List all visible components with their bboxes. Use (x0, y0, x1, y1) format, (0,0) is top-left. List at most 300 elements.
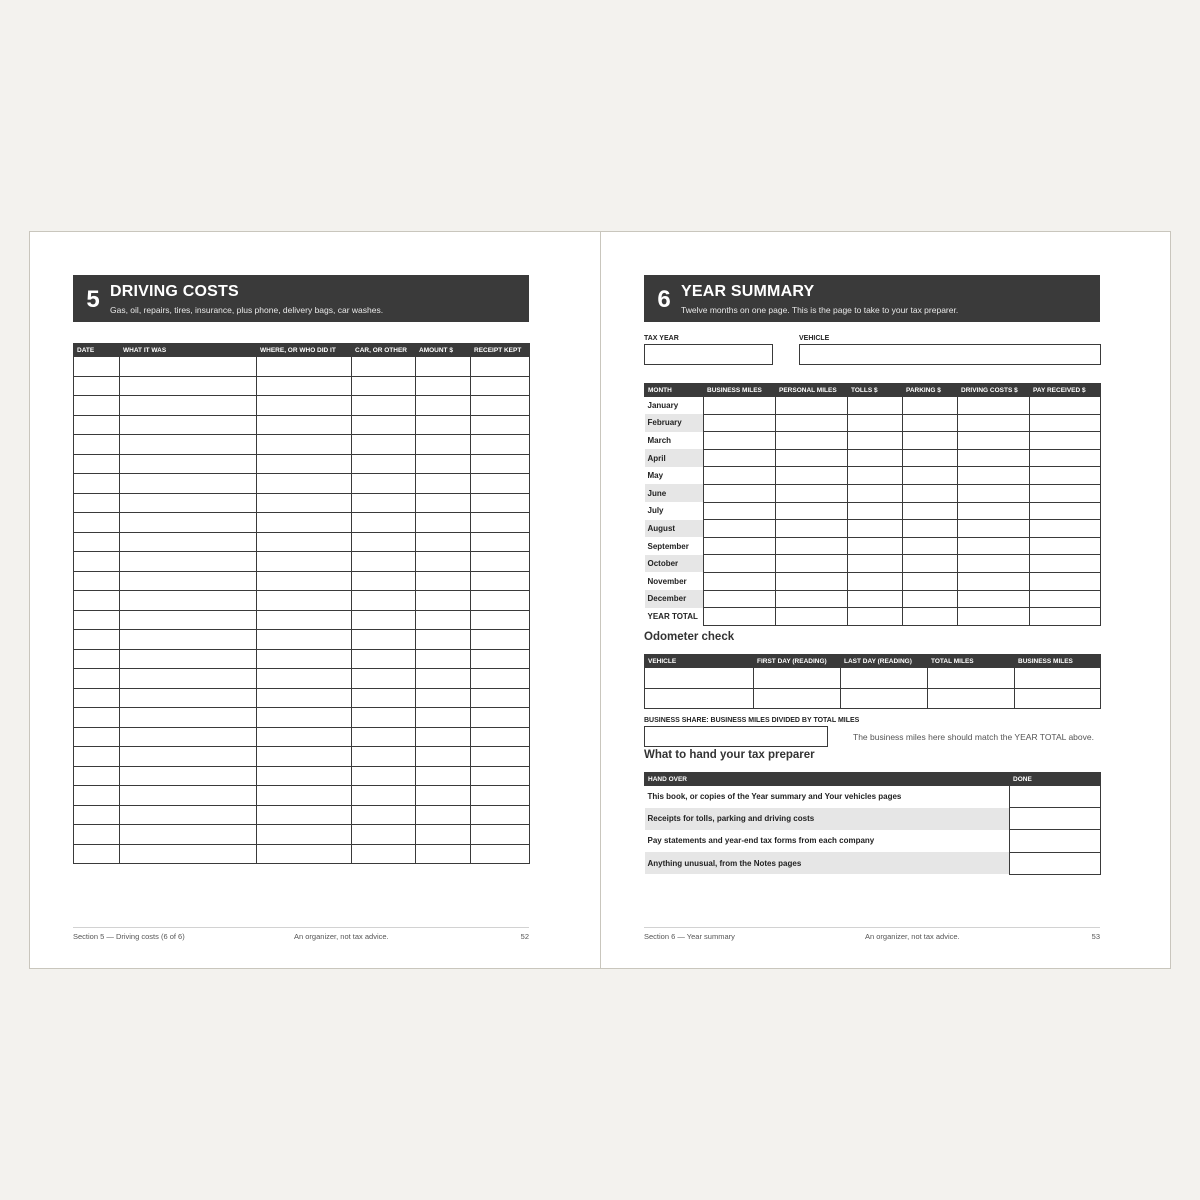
amount-cell[interactable] (416, 727, 471, 747)
month-label: September (645, 537, 704, 555)
tolls-cell[interactable] (848, 397, 903, 415)
driving-costs-cell[interactable] (958, 555, 1030, 573)
tolls-cell[interactable] (848, 484, 903, 502)
amount-cell[interactable] (416, 591, 471, 611)
what-it-was-cell[interactable] (120, 844, 257, 864)
month-row (645, 555, 1101, 573)
column-header-pay-received: PAY RECEIVED $ (1030, 384, 1101, 397)
pay-received-cell[interactable] (1030, 590, 1101, 608)
pay-received-cell[interactable] (1030, 432, 1101, 450)
receipt-cell[interactable] (471, 825, 530, 845)
what-it-was-cell[interactable] (120, 688, 257, 708)
done-checkbox-cell[interactable] (1010, 830, 1101, 852)
amount-cell[interactable] (416, 435, 471, 455)
pay-received-cell[interactable] (1030, 484, 1101, 502)
date-cell[interactable] (74, 415, 120, 435)
odometer-heading: Odometer check (644, 631, 735, 643)
receipt-cell[interactable] (471, 630, 530, 650)
footer-disclaimer: An organizer, not tax advice. (294, 932, 389, 941)
month-label: May (645, 467, 704, 485)
date-cell[interactable] (74, 727, 120, 747)
amount-cell[interactable] (416, 825, 471, 845)
first-day-cell[interactable] (754, 688, 841, 709)
what-it-was-cell[interactable] (120, 493, 257, 513)
handover-item-label: This book, or copies of the Year summary and Your vehicles pages (647, 792, 902, 802)
car-cell[interactable] (352, 571, 416, 591)
business-miles-cell[interactable] (704, 537, 776, 555)
personal-miles-cell[interactable] (776, 449, 848, 467)
business-miles-cell[interactable] (704, 397, 776, 415)
driving-costs-cell[interactable] (958, 608, 1030, 626)
pay-received-cell[interactable] (1030, 502, 1101, 520)
business-miles-cell[interactable] (704, 449, 776, 467)
column-header-month: MONTH (645, 384, 704, 397)
amount-cell[interactable] (416, 571, 471, 591)
what-it-was-cell[interactable] (120, 415, 257, 435)
column-header-receipt: RECEIPT KEPT (471, 344, 530, 357)
driving-costs-cell[interactable] (958, 520, 1030, 538)
table-header-row (645, 384, 1101, 397)
tolls-cell[interactable] (848, 537, 903, 555)
driving-costs-cell[interactable] (958, 449, 1030, 467)
personal-miles-cell[interactable] (776, 590, 848, 608)
where-cell[interactable] (257, 610, 352, 630)
amount-cell[interactable] (416, 454, 471, 474)
amount-cell[interactable] (416, 532, 471, 552)
date-cell[interactable] (74, 649, 120, 669)
table-row (74, 688, 530, 708)
tolls-cell[interactable] (848, 414, 903, 432)
table-row (74, 669, 530, 689)
receipt-cell[interactable] (471, 454, 530, 474)
vehicle-label: VEHICLE (799, 335, 830, 342)
date-cell[interactable] (74, 532, 120, 552)
amount-cell[interactable] (416, 747, 471, 767)
receipt-cell[interactable] (471, 649, 530, 669)
amount-cell[interactable] (416, 552, 471, 572)
date-cell[interactable] (74, 688, 120, 708)
pay-received-cell[interactable] (1030, 397, 1101, 415)
driving-costs-cell[interactable] (958, 484, 1030, 502)
parking-cell[interactable] (903, 572, 958, 590)
section-banner (73, 275, 529, 322)
business-miles-cell[interactable] (704, 590, 776, 608)
month-row (645, 537, 1101, 555)
what-it-was-cell[interactable] (120, 357, 257, 377)
car-cell[interactable] (352, 708, 416, 728)
table-row (74, 435, 530, 455)
table-row (74, 786, 530, 806)
car-cell[interactable] (352, 513, 416, 533)
where-cell[interactable] (257, 415, 352, 435)
business-miles-cell[interactable] (704, 502, 776, 520)
car-cell[interactable] (352, 747, 416, 767)
what-it-was-cell[interactable] (120, 571, 257, 591)
what-it-was-cell[interactable] (120, 591, 257, 611)
where-cell[interactable] (257, 493, 352, 513)
where-cell[interactable] (257, 669, 352, 689)
personal-miles-cell[interactable] (776, 397, 848, 415)
receipt-cell[interactable] (471, 766, 530, 786)
tolls-cell[interactable] (848, 572, 903, 590)
driving-costs-cell[interactable] (958, 572, 1030, 590)
date-cell[interactable] (74, 708, 120, 728)
where-cell[interactable] (257, 747, 352, 767)
where-cell[interactable] (257, 630, 352, 650)
parking-cell[interactable] (903, 590, 958, 608)
driving-costs-cell[interactable] (958, 432, 1030, 450)
business-miles-cell[interactable] (1015, 688, 1101, 709)
car-cell[interactable] (352, 649, 416, 669)
what-it-was-cell[interactable] (120, 396, 257, 416)
driving-costs-cell[interactable] (958, 397, 1030, 415)
parking-cell[interactable] (903, 467, 958, 485)
driving-costs-cell[interactable] (958, 502, 1030, 520)
receipt-cell[interactable] (471, 552, 530, 572)
amount-cell[interactable] (416, 357, 471, 377)
personal-miles-cell[interactable] (776, 484, 848, 502)
footer-section: Section 5 — Driving costs (6 of 6) (73, 932, 185, 941)
car-cell[interactable] (352, 415, 416, 435)
personal-miles-cell[interactable] (776, 467, 848, 485)
tolls-cell[interactable] (848, 520, 903, 538)
personal-miles-cell[interactable] (776, 537, 848, 555)
column-header-driving-costs: DRIVING COSTS $ (958, 384, 1030, 397)
amount-cell[interactable] (416, 688, 471, 708)
amount-cell[interactable] (416, 766, 471, 786)
where-cell[interactable] (257, 376, 352, 396)
month-label: August (645, 520, 704, 538)
done-checkbox-cell[interactable] (1010, 852, 1101, 874)
month-label: YEAR TOTAL (645, 608, 704, 626)
personal-miles-cell[interactable] (776, 572, 848, 590)
driving-costs-cell[interactable] (958, 537, 1030, 555)
date-cell[interactable] (74, 454, 120, 474)
receipt-cell[interactable] (471, 805, 530, 825)
what-it-was-cell[interactable] (120, 630, 257, 650)
pay-received-cell[interactable] (1030, 467, 1101, 485)
parking-cell[interactable] (903, 502, 958, 520)
date-cell[interactable] (74, 747, 120, 767)
driving-costs-cell[interactable] (958, 590, 1030, 608)
business-miles-cell[interactable] (704, 520, 776, 538)
amount-cell[interactable] (416, 805, 471, 825)
what-it-was-cell[interactable] (120, 766, 257, 786)
personal-miles-cell[interactable] (776, 432, 848, 450)
what-it-was-cell[interactable] (120, 708, 257, 728)
where-cell[interactable] (257, 435, 352, 455)
amount-cell[interactable] (416, 396, 471, 416)
amount-cell[interactable] (416, 649, 471, 669)
personal-miles-cell[interactable] (776, 502, 848, 520)
where-cell[interactable] (257, 786, 352, 806)
car-cell[interactable] (352, 688, 416, 708)
business-miles-cell[interactable] (1015, 668, 1101, 689)
column-header-date: DATE (74, 344, 120, 357)
handover-item-label: Anything unusual, from the Notes pages (645, 852, 1010, 874)
parking-cell[interactable] (903, 484, 958, 502)
car-cell[interactable] (352, 786, 416, 806)
date-cell[interactable] (74, 435, 120, 455)
receipt-cell[interactable] (471, 474, 530, 494)
where-cell[interactable] (257, 844, 352, 864)
what-it-was-cell[interactable] (120, 474, 257, 494)
where-cell[interactable] (257, 825, 352, 845)
where-cell[interactable] (257, 532, 352, 552)
car-cell[interactable] (352, 844, 416, 864)
receipt-cell[interactable] (471, 786, 530, 806)
receipt-cell[interactable] (471, 415, 530, 435)
car-cell[interactable] (352, 766, 416, 786)
table-header-row (74, 344, 530, 357)
parking-cell[interactable] (903, 520, 958, 538)
pay-received-cell[interactable] (1030, 537, 1101, 555)
amount-cell[interactable] (416, 786, 471, 806)
date-cell[interactable] (74, 591, 120, 611)
column-header-hand-over: HAND OVER (645, 773, 1010, 786)
vehicle-field[interactable] (799, 344, 1101, 365)
car-cell[interactable] (352, 669, 416, 689)
pay-received-cell[interactable] (1030, 449, 1101, 467)
parking-cell[interactable] (903, 537, 958, 555)
driving-costs-cell[interactable] (958, 467, 1030, 485)
receipt-cell[interactable] (471, 435, 530, 455)
business-miles-cell[interactable] (704, 555, 776, 573)
car-cell[interactable] (352, 591, 416, 611)
what-it-was-cell[interactable] (120, 825, 257, 845)
business-miles-cell[interactable] (704, 484, 776, 502)
receipt-cell[interactable] (471, 727, 530, 747)
what-it-was-cell[interactable] (120, 552, 257, 572)
where-cell[interactable] (257, 474, 352, 494)
where-cell[interactable] (257, 688, 352, 708)
table-row (74, 571, 530, 591)
what-it-was-cell[interactable] (120, 649, 257, 669)
receipt-cell[interactable] (471, 610, 530, 630)
month-row (645, 590, 1101, 608)
column-header-business-miles: BUSINESS MILES (1015, 655, 1101, 668)
table-header-row (645, 773, 1101, 786)
table-row (74, 766, 530, 786)
date-cell[interactable] (74, 630, 120, 650)
table-row (74, 474, 530, 494)
where-cell[interactable] (257, 591, 352, 611)
where-cell[interactable] (257, 805, 352, 825)
amount-cell[interactable] (416, 474, 471, 494)
parking-cell[interactable] (903, 449, 958, 467)
tolls-cell[interactable] (848, 432, 903, 450)
tolls-cell[interactable] (848, 467, 903, 485)
where-cell[interactable] (257, 454, 352, 474)
business-share-field[interactable] (644, 726, 828, 747)
page-year-summary (601, 232, 1171, 968)
personal-miles-cell[interactable] (776, 555, 848, 573)
date-cell[interactable] (74, 552, 120, 572)
date-cell[interactable] (74, 513, 120, 533)
date-cell[interactable] (74, 376, 120, 396)
tolls-cell[interactable] (848, 555, 903, 573)
receipt-cell[interactable] (471, 688, 530, 708)
receipt-cell[interactable] (471, 493, 530, 513)
car-cell[interactable] (352, 435, 416, 455)
table-row (645, 808, 1101, 830)
column-header-where: WHERE, OR WHO DID IT (257, 344, 352, 357)
car-cell[interactable] (352, 532, 416, 552)
tolls-cell[interactable] (848, 502, 903, 520)
column-header-car: CAR, OR OTHER (352, 344, 416, 357)
month-row (645, 608, 1101, 626)
handover-heading: What to hand your tax preparer (644, 749, 815, 761)
receipt-cell[interactable] (471, 396, 530, 416)
receipt-cell[interactable] (471, 844, 530, 864)
what-it-was-cell[interactable] (120, 669, 257, 689)
car-cell[interactable] (352, 630, 416, 650)
amount-cell[interactable] (416, 844, 471, 864)
car-cell[interactable] (352, 610, 416, 630)
car-cell[interactable] (352, 357, 416, 377)
column-header-business-miles: BUSINESS MILES (704, 384, 776, 397)
business-miles-cell[interactable] (704, 572, 776, 590)
month-label: July (645, 502, 704, 520)
receipt-cell[interactable] (471, 571, 530, 591)
parking-cell[interactable] (903, 555, 958, 573)
date-cell[interactable] (74, 571, 120, 591)
tax-year-label: TAX YEAR (644, 335, 679, 342)
amount-cell[interactable] (416, 513, 471, 533)
personal-miles-cell[interactable] (776, 608, 848, 626)
date-cell[interactable] (74, 610, 120, 630)
date-cell[interactable] (74, 357, 120, 377)
where-cell[interactable] (257, 766, 352, 786)
date-cell[interactable] (74, 786, 120, 806)
total-miles-cell[interactable] (928, 668, 1015, 689)
tolls-cell[interactable] (848, 608, 903, 626)
table-row (645, 786, 1101, 808)
done-checkbox-cell[interactable] (1010, 808, 1101, 830)
vehicle-cell[interactable] (645, 688, 754, 709)
where-cell[interactable] (257, 708, 352, 728)
amount-cell[interactable] (416, 610, 471, 630)
first-day-cell[interactable] (754, 668, 841, 689)
where-cell[interactable] (257, 552, 352, 572)
page-driving-costs (30, 232, 600, 968)
amount-cell[interactable] (416, 376, 471, 396)
car-cell[interactable] (352, 454, 416, 474)
last-day-cell[interactable] (841, 668, 928, 689)
receipt-cell[interactable] (471, 513, 530, 533)
what-it-was-cell[interactable] (120, 610, 257, 630)
what-it-was-cell[interactable] (120, 727, 257, 747)
car-cell[interactable] (352, 474, 416, 494)
receipt-cell[interactable] (471, 532, 530, 552)
date-cell[interactable] (74, 766, 120, 786)
last-day-cell[interactable] (841, 688, 928, 709)
where-cell[interactable] (257, 571, 352, 591)
pay-received-cell[interactable] (1030, 520, 1101, 538)
pay-received-cell[interactable] (1030, 555, 1101, 573)
business-miles-cell[interactable] (704, 432, 776, 450)
what-it-was-cell[interactable] (120, 435, 257, 455)
date-cell[interactable] (74, 493, 120, 513)
done-checkbox-cell[interactable] (1010, 786, 1101, 808)
where-cell[interactable] (257, 396, 352, 416)
where-cell[interactable] (257, 727, 352, 747)
what-it-was-cell[interactable] (120, 747, 257, 767)
amount-cell[interactable] (416, 630, 471, 650)
pay-received-cell[interactable] (1030, 572, 1101, 590)
business-miles-cell[interactable] (704, 414, 776, 432)
parking-cell[interactable] (903, 397, 958, 415)
amount-cell[interactable] (416, 708, 471, 728)
receipt-cell[interactable] (471, 591, 530, 611)
car-cell[interactable] (352, 825, 416, 845)
date-cell[interactable] (74, 474, 120, 494)
table-row (645, 668, 1101, 689)
handover-table (644, 772, 1101, 875)
date-cell[interactable] (74, 805, 120, 825)
parking-cell[interactable] (903, 432, 958, 450)
date-cell[interactable] (74, 396, 120, 416)
car-cell[interactable] (352, 805, 416, 825)
receipt-cell[interactable] (471, 669, 530, 689)
where-cell[interactable] (257, 513, 352, 533)
date-cell[interactable] (74, 669, 120, 689)
business-miles-cell[interactable] (704, 467, 776, 485)
car-cell[interactable] (352, 396, 416, 416)
what-it-was-cell[interactable] (120, 805, 257, 825)
personal-miles-cell[interactable] (776, 414, 848, 432)
receipt-cell[interactable] (471, 357, 530, 377)
what-it-was-cell[interactable] (120, 532, 257, 552)
car-cell[interactable] (352, 552, 416, 572)
table-row (74, 630, 530, 650)
receipt-cell[interactable] (471, 708, 530, 728)
what-it-was-cell[interactable] (120, 513, 257, 533)
car-cell[interactable] (352, 493, 416, 513)
personal-miles-cell[interactable] (776, 520, 848, 538)
month-label: February (645, 414, 704, 432)
car-cell[interactable] (352, 727, 416, 747)
date-cell[interactable] (74, 844, 120, 864)
amount-cell[interactable] (416, 415, 471, 435)
date-cell[interactable] (74, 825, 120, 845)
month-row (645, 572, 1101, 590)
receipt-cell[interactable] (471, 747, 530, 767)
receipt-cell[interactable] (471, 376, 530, 396)
tax-year-field[interactable] (644, 344, 773, 365)
business-miles-cell[interactable] (704, 608, 776, 626)
month-row (645, 520, 1101, 538)
month-label: January (645, 397, 704, 415)
what-it-was-cell[interactable] (120, 786, 257, 806)
pay-received-cell[interactable] (1030, 414, 1101, 432)
driving-costs-cell[interactable] (958, 414, 1030, 432)
what-it-was-cell[interactable] (120, 376, 257, 396)
amount-cell[interactable] (416, 669, 471, 689)
tolls-cell[interactable] (848, 449, 903, 467)
where-cell[interactable] (257, 649, 352, 669)
tolls-cell[interactable] (848, 590, 903, 608)
parking-cell[interactable] (903, 414, 958, 432)
pay-received-cell[interactable] (1030, 608, 1101, 626)
amount-cell[interactable] (416, 493, 471, 513)
what-it-was-cell[interactable] (120, 454, 257, 474)
parking-cell[interactable] (903, 608, 958, 626)
total-miles-cell[interactable] (928, 688, 1015, 709)
where-cell[interactable] (257, 357, 352, 377)
vehicle-cell[interactable] (645, 668, 754, 689)
car-cell[interactable] (352, 376, 416, 396)
